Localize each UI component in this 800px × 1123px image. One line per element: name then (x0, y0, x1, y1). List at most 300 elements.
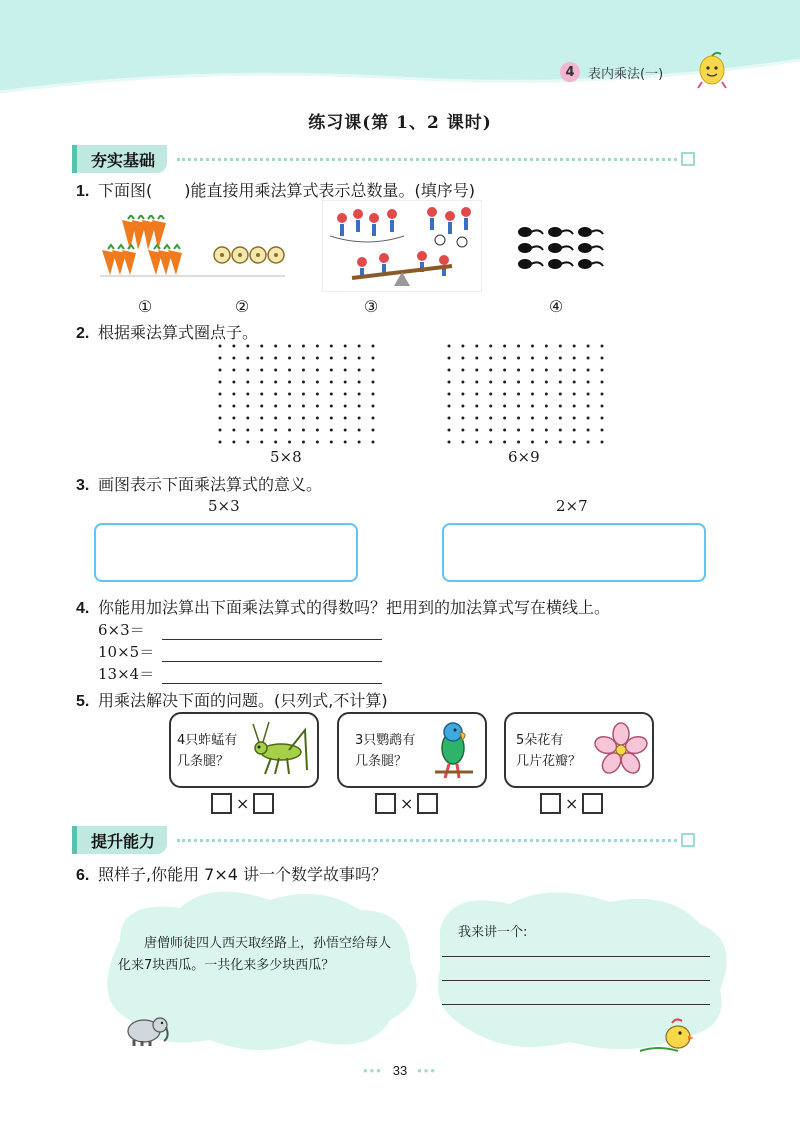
grid-dot[interactable] (601, 429, 604, 432)
grid-dot[interactable] (274, 357, 277, 360)
grid-dot[interactable] (517, 393, 520, 396)
grid-dot[interactable] (587, 429, 590, 432)
grid-dot[interactable] (503, 369, 506, 372)
grid-dot[interactable] (302, 369, 305, 372)
grid-dot[interactable] (246, 369, 249, 372)
grid-dot[interactable] (601, 441, 604, 444)
grid-dot[interactable] (461, 417, 464, 420)
chapter-title: 表内乘法(一) (588, 66, 664, 82)
grid-dot[interactable] (475, 393, 478, 396)
grid-dot[interactable] (587, 441, 590, 444)
grid-dot[interactable] (358, 429, 361, 432)
grid-dot[interactable] (219, 441, 222, 444)
grid-dot[interactable] (246, 393, 249, 396)
card-text-line: 几片花瓣？ (516, 754, 582, 769)
question-number: 6. (76, 867, 90, 884)
grid-dot[interactable] (475, 441, 478, 444)
grid-dot[interactable] (330, 429, 333, 432)
grid-dot[interactable] (260, 441, 263, 444)
grid-dot[interactable] (274, 417, 277, 420)
grid-dot[interactable] (503, 405, 506, 408)
grid-dot[interactable] (503, 345, 506, 348)
addition-row (98, 662, 382, 684)
carrot-bunch-icon (102, 245, 136, 275)
addition-lines (98, 618, 382, 684)
grid-dot[interactable] (531, 369, 534, 372)
card-text-line: 3只鹦鹉有 (355, 733, 416, 748)
grid-dot[interactable] (232, 357, 235, 360)
grid-dot[interactable] (274, 369, 277, 372)
grid-dot[interactable] (316, 393, 319, 396)
grid-dot[interactable] (316, 429, 319, 432)
grid-dot[interactable] (573, 357, 576, 360)
grid-dot[interactable] (517, 417, 520, 420)
answer-boxes-2 (375, 793, 438, 814)
example-story: 唐僧师徒四人西天取经路上，孙悟空给每人化来7块西瓜。一共化来多少块西瓜？ (118, 936, 392, 973)
lemon-mascot-icon (692, 50, 732, 90)
grid-dot[interactable] (503, 441, 506, 444)
grid-dot[interactable] (489, 369, 492, 372)
grid-dot[interactable] (601, 417, 604, 420)
grid-dot[interactable] (503, 357, 506, 360)
grid-dot[interactable] (358, 393, 361, 396)
grid-dot[interactable] (372, 429, 375, 432)
multiplication-expression: 6×3＝ (98, 621, 145, 639)
grid-dot[interactable] (601, 381, 604, 384)
grid-dot[interactable] (587, 369, 590, 372)
grid-dot[interactable] (587, 381, 590, 384)
question-number: 1. (76, 183, 90, 200)
question-text: 照样子,你能用 7×4 讲一个数学故事吗？ (98, 865, 388, 884)
grid-dot[interactable] (260, 369, 263, 372)
grid-dot[interactable] (358, 357, 361, 360)
grid-dot[interactable] (316, 441, 319, 444)
grid-dot[interactable] (246, 417, 249, 420)
grid-dot[interactable] (573, 381, 576, 384)
grid-dot[interactable] (448, 429, 451, 432)
grid-dot[interactable] (246, 345, 249, 348)
grid-dot[interactable] (587, 405, 590, 408)
grid-dot[interactable] (461, 429, 464, 432)
grid-dot[interactable] (517, 357, 520, 360)
grid-dot[interactable] (219, 381, 222, 384)
grid-dot[interactable] (475, 405, 478, 408)
grid-dot[interactable] (288, 429, 291, 432)
grid-dot[interactable] (246, 429, 249, 432)
grid-dot[interactable] (219, 393, 222, 396)
answer-line[interactable] (162, 645, 382, 662)
grid-dot[interactable] (316, 345, 319, 348)
grid-dot[interactable] (531, 345, 534, 348)
question-4 (76, 595, 610, 618)
option-label-2: ② (234, 297, 250, 316)
grid-dot[interactable] (545, 429, 548, 432)
grid-dot[interactable] (461, 393, 464, 396)
question-text: 根据乘法算式圈点子。 (98, 323, 259, 342)
grid-dot[interactable] (517, 345, 520, 348)
grid-dot[interactable] (461, 405, 464, 408)
grid-dot[interactable] (302, 393, 305, 396)
answer-box[interactable] (582, 793, 603, 814)
grid-dot[interactable] (559, 369, 562, 372)
grid-dot[interactable] (344, 345, 347, 348)
section-advanced-label: 提升能力 (72, 826, 167, 854)
grid-dot[interactable] (302, 381, 305, 384)
grid-dot[interactable] (545, 417, 548, 420)
grid-dot[interactable] (219, 417, 222, 420)
grid-dot[interactable] (260, 393, 263, 396)
story-line[interactable] (442, 979, 710, 981)
grid-dot[interactable] (274, 405, 277, 408)
grid-dot[interactable] (517, 441, 520, 444)
carrot-bunch-icon (122, 215, 166, 250)
draw-box-2-expression: 2×7 (556, 497, 588, 515)
multiplication-expression: 13×4＝ (98, 665, 155, 683)
grid-dot[interactable] (559, 429, 562, 432)
grid-dot[interactable] (274, 381, 277, 384)
grid-dot[interactable] (448, 405, 451, 408)
grid-dot[interactable] (302, 429, 305, 432)
times-sign: × (236, 794, 250, 813)
grid-dot[interactable] (219, 369, 222, 372)
my-story-label: 我来讲一个: (458, 925, 528, 940)
question-text: 下面图( )能直接用乘法算式表示总数量。(填序号) (98, 181, 475, 200)
grid-dot[interactable] (344, 429, 347, 432)
grid-dot[interactable] (344, 393, 347, 396)
card-text-line: 几条腿？ (355, 754, 408, 769)
grid-dot[interactable] (246, 441, 249, 444)
grid-dot[interactable] (330, 393, 333, 396)
grid-dot[interactable] (232, 381, 235, 384)
card-text-line: 4只蚱蜢有 (177, 733, 238, 748)
answer-boxes-3 (540, 793, 603, 814)
grid-dot[interactable] (448, 357, 451, 360)
grid-dot[interactable] (330, 381, 333, 384)
grid-dot[interactable] (288, 357, 291, 360)
grid-dot[interactable] (573, 441, 576, 444)
question-number: 2. (76, 325, 90, 342)
option-label-1: ① (137, 297, 153, 316)
grid-dot[interactable] (232, 369, 235, 372)
grid-dot[interactable] (344, 405, 347, 408)
grid-dot[interactable] (461, 345, 464, 348)
draw-box-1-expression: 5×3 (208, 497, 240, 515)
grid-dot[interactable] (559, 405, 562, 408)
grid-dot[interactable] (559, 357, 562, 360)
problem-card-flower (504, 712, 654, 788)
grid-dot[interactable] (372, 405, 375, 408)
grid-dot[interactable] (489, 381, 492, 384)
section-divider (177, 839, 677, 842)
answer-box[interactable] (253, 793, 274, 814)
answer-line[interactable] (162, 623, 382, 640)
grid-dot[interactable] (448, 417, 451, 420)
grid-dot[interactable] (475, 429, 478, 432)
grid-dot[interactable] (448, 441, 451, 444)
grid-dot[interactable] (489, 393, 492, 396)
grid-dot[interactable] (475, 345, 478, 348)
grid-dot[interactable] (246, 381, 249, 384)
grid-dot[interactable] (587, 393, 590, 396)
grid-dot[interactable] (573, 417, 576, 420)
dot-grid-2-expression: 6×9 (508, 448, 540, 466)
grid-dot[interactable] (260, 381, 263, 384)
grid-dot[interactable] (545, 345, 548, 348)
grid-dot[interactable] (559, 393, 562, 396)
chapter-indicator (560, 60, 663, 84)
grid-dot[interactable] (461, 441, 464, 444)
grid-dot[interactable] (489, 441, 492, 444)
grid-dot[interactable] (232, 441, 235, 444)
grid-dot[interactable] (573, 429, 576, 432)
grid-dot[interactable] (288, 441, 291, 444)
grid-dot[interactable] (302, 405, 305, 408)
grid-dot[interactable] (489, 357, 492, 360)
grid-dot[interactable] (358, 345, 361, 348)
grid-dot[interactable] (531, 393, 534, 396)
grid-dot[interactable] (219, 345, 222, 348)
grid-dot[interactable] (330, 417, 333, 420)
footer-dots-right: ••• (417, 1063, 437, 1078)
grid-dot[interactable] (517, 381, 520, 384)
grid-dot[interactable] (246, 405, 249, 408)
grid-dot[interactable] (330, 357, 333, 360)
grid-dot[interactable] (260, 417, 263, 420)
grid-dot[interactable] (503, 393, 506, 396)
grid-dot[interactable] (531, 357, 534, 360)
footer-dots-left: ••• (363, 1063, 383, 1078)
question-text: 你能用加法算出下面乘法算式的得数吗？把用到的加法算式写在横线上。 (98, 598, 611, 617)
grid-dot[interactable] (531, 405, 534, 408)
grid-dot[interactable] (372, 357, 375, 360)
grid-dot[interactable] (601, 369, 604, 372)
question-number: 5. (76, 693, 90, 710)
grid-dot[interactable] (587, 417, 590, 420)
grid-dot[interactable] (274, 393, 277, 396)
card-text-line: 几条腿？ (177, 754, 230, 769)
grid-dot[interactable] (316, 417, 319, 420)
flower-icon (594, 722, 648, 778)
grid-dot[interactable] (358, 417, 361, 420)
section-basic-label: 夯实基础 (72, 145, 167, 173)
grid-dot[interactable] (448, 345, 451, 348)
grid-dot[interactable] (531, 429, 534, 432)
grid-dot[interactable] (316, 405, 319, 408)
grid-dot[interactable] (489, 417, 492, 420)
header-band (0, 0, 800, 95)
grid-dot[interactable] (302, 357, 305, 360)
grid-dot[interactable] (288, 345, 291, 348)
grid-dot[interactable] (517, 405, 520, 408)
grid-dot[interactable] (489, 405, 492, 408)
grid-dot[interactable] (330, 369, 333, 372)
grid-dot[interactable] (475, 381, 478, 384)
story-line[interactable] (442, 1003, 710, 1005)
grid-dot[interactable] (260, 405, 263, 408)
grid-dot[interactable] (330, 441, 333, 444)
grid-dot[interactable] (448, 369, 451, 372)
grid-dot[interactable] (316, 381, 319, 384)
drawing-area-1[interactable] (94, 523, 358, 582)
question-5 (76, 688, 388, 711)
answer-line[interactable] (162, 667, 382, 684)
grid-dot[interactable] (274, 441, 277, 444)
answer-box[interactable] (540, 793, 561, 814)
grid-dot[interactable] (288, 381, 291, 384)
carrots-image (100, 215, 285, 277)
grid-dot[interactable] (219, 429, 222, 432)
card-text-line: 5朵花有 (516, 733, 564, 748)
tadpoles-image (513, 222, 623, 272)
grid-dot[interactable] (260, 429, 263, 432)
chapter-number: 4 (560, 62, 580, 82)
grid-dot[interactable] (448, 381, 451, 384)
grid-dot[interactable] (559, 441, 562, 444)
grid-dot[interactable] (503, 381, 506, 384)
tadpole-icon (518, 227, 603, 269)
dot-grid-1[interactable] (214, 340, 379, 448)
grid-dot[interactable] (573, 405, 576, 408)
option-label-3: ③ (363, 297, 379, 316)
grid-dot[interactable] (358, 381, 361, 384)
grid-dot[interactable] (302, 345, 305, 348)
question-number: 3. (76, 477, 90, 494)
grid-dot[interactable] (344, 417, 347, 420)
grid-dot[interactable] (260, 357, 263, 360)
grid-dot[interactable] (545, 441, 548, 444)
story-line[interactable] (442, 955, 710, 957)
grid-dot[interactable] (545, 381, 548, 384)
grid-dot[interactable] (372, 441, 375, 444)
grid-dot[interactable] (559, 417, 562, 420)
page-footer (0, 1063, 800, 1078)
grid-dot[interactable] (344, 369, 347, 372)
question-text: 用乘法解决下面的问题。(只列式,不计算) (98, 691, 388, 710)
grid-dot[interactable] (219, 405, 222, 408)
dot-grid-2[interactable] (443, 340, 608, 448)
grid-dot[interactable] (489, 429, 492, 432)
question-3 (76, 472, 322, 495)
grid-dot[interactable] (601, 405, 604, 408)
answer-box[interactable] (417, 793, 438, 814)
grid-dot[interactable] (274, 345, 277, 348)
grid-dot[interactable] (461, 381, 464, 384)
problem-card-grasshopper (169, 712, 319, 788)
grid-dot[interactable] (545, 369, 548, 372)
times-sign: × (400, 794, 414, 813)
parrot-icon (429, 718, 479, 782)
answer-box[interactable] (211, 793, 232, 814)
grid-dot[interactable] (372, 345, 375, 348)
grid-dot[interactable] (531, 381, 534, 384)
section-divider-end (681, 152, 695, 166)
question-1 (76, 178, 475, 201)
section-divider-end (681, 833, 695, 847)
grid-dot[interactable] (372, 417, 375, 420)
grasshopper-icon (249, 720, 313, 780)
grid-dot[interactable] (219, 357, 222, 360)
grid-dot[interactable] (461, 357, 464, 360)
grid-dot[interactable] (288, 405, 291, 408)
grid-dot[interactable] (372, 393, 375, 396)
grid-dot[interactable] (531, 417, 534, 420)
grid-dot[interactable] (358, 369, 361, 372)
grid-dot[interactable] (274, 429, 277, 432)
grid-dot[interactable] (344, 357, 347, 360)
grid-dot[interactable] (330, 345, 333, 348)
grid-dot[interactable] (573, 345, 576, 348)
grid-dot[interactable] (358, 441, 361, 444)
grid-dot[interactable] (372, 381, 375, 384)
problem-card-parrot (337, 712, 487, 788)
grid-dot[interactable] (232, 345, 235, 348)
grid-dot[interactable] (573, 369, 576, 372)
grid-dot[interactable] (372, 369, 375, 372)
grid-dot[interactable] (545, 357, 548, 360)
section-basic-header (72, 145, 695, 173)
grid-dot[interactable] (344, 381, 347, 384)
grid-dot[interactable] (302, 441, 305, 444)
grid-dot[interactable] (517, 369, 520, 372)
grid-dot[interactable] (503, 417, 506, 420)
grid-dot[interactable] (545, 405, 548, 408)
grid-dot[interactable] (475, 369, 478, 372)
grid-dot[interactable] (246, 357, 249, 360)
grid-dot[interactable] (302, 417, 305, 420)
grid-dot[interactable] (601, 357, 604, 360)
grid-dot[interactable] (232, 417, 235, 420)
grid-dot[interactable] (601, 393, 604, 396)
grid-dot[interactable] (503, 429, 506, 432)
grid-dot[interactable] (288, 417, 291, 420)
grid-dot[interactable] (559, 381, 562, 384)
coins-icon (214, 247, 284, 263)
grid-dot[interactable] (475, 417, 478, 420)
grid-dot[interactable] (316, 369, 319, 372)
grid-dot[interactable] (316, 357, 319, 360)
page-number: 33 (392, 1063, 408, 1078)
grid-dot[interactable] (489, 345, 492, 348)
drawing-area-2[interactable] (442, 523, 706, 582)
grid-dot[interactable] (232, 393, 235, 396)
grid-dot[interactable] (344, 441, 347, 444)
question-text: 画图表示下面乘法算式的意义。 (98, 475, 323, 494)
grid-dot[interactable] (559, 345, 562, 348)
grid-dot[interactable] (587, 357, 590, 360)
addition-row (98, 618, 382, 640)
option-label-4: ④ (548, 297, 564, 316)
grid-dot[interactable] (531, 441, 534, 444)
grid-dot[interactable] (573, 393, 576, 396)
grid-dot[interactable] (330, 405, 333, 408)
grid-dot[interactable] (358, 405, 361, 408)
grid-dot[interactable] (288, 393, 291, 396)
grid-dot[interactable] (587, 345, 590, 348)
addition-row (98, 640, 382, 662)
grid-dot[interactable] (545, 393, 548, 396)
grid-dot[interactable] (601, 345, 604, 348)
grid-dot[interactable] (461, 369, 464, 372)
grid-dot[interactable] (260, 345, 263, 348)
grid-dot[interactable] (517, 429, 520, 432)
grid-dot[interactable] (475, 357, 478, 360)
grid-dot[interactable] (448, 393, 451, 396)
grid-dot[interactable] (232, 405, 235, 408)
section-divider (177, 158, 677, 161)
answer-box[interactable] (375, 793, 396, 814)
grid-dot[interactable] (232, 429, 235, 432)
grid-dot[interactable] (288, 369, 291, 372)
